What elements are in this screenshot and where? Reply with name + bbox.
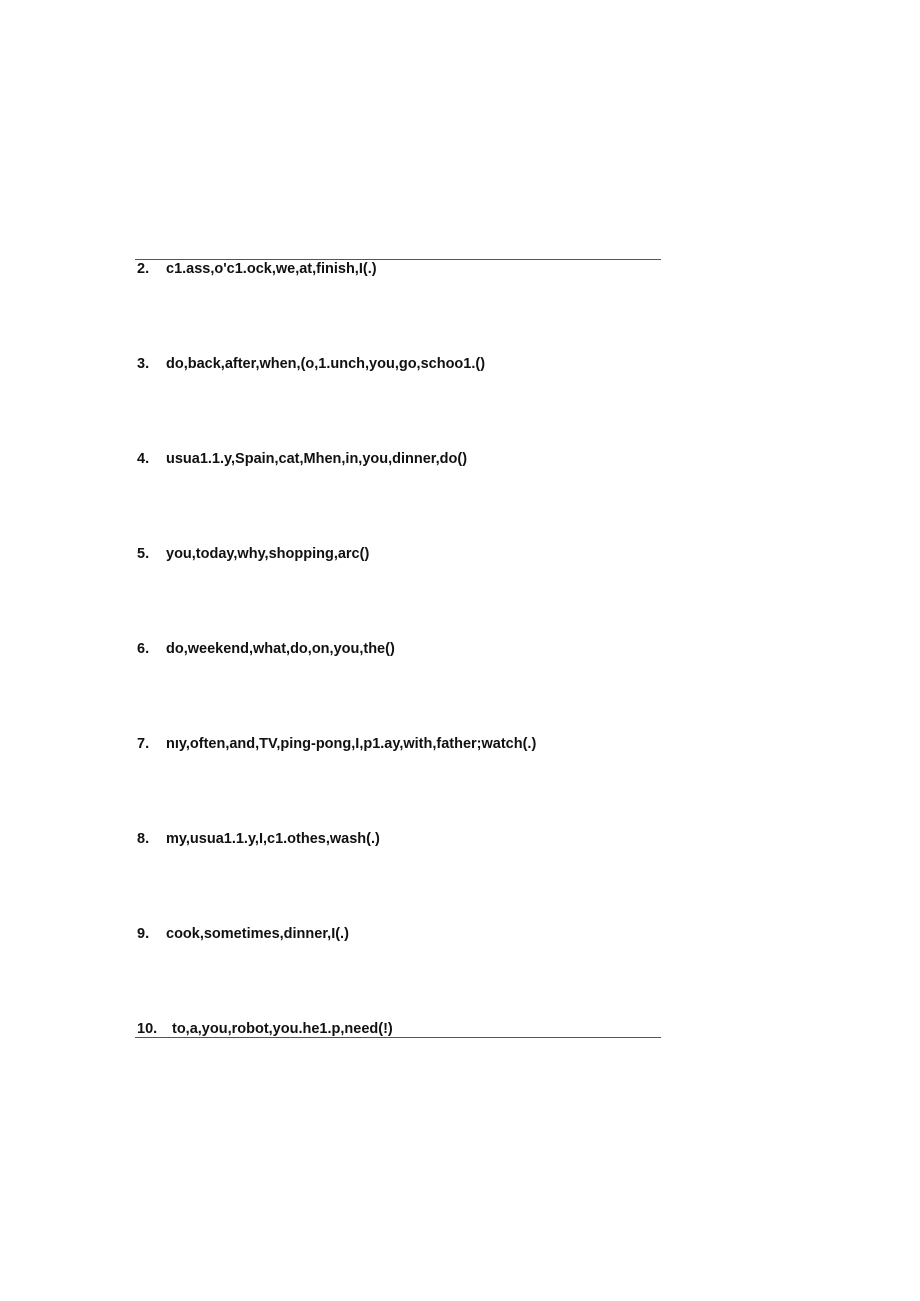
item-number: 7. xyxy=(137,736,150,752)
item-text: to,a,you,robot,you.he1.p,need(!) xyxy=(172,1021,393,1037)
item-number: 9. xyxy=(137,926,150,942)
item-text: usua1.1.y,Spain,cat,Mhen,in,you,dinner,do() xyxy=(166,451,468,467)
item-text: you,today,why,shopping,arc() xyxy=(166,546,370,562)
item-text: my,usua1.1.y,I,c1.othes,wash(.) xyxy=(166,831,380,847)
item-number: 5. xyxy=(137,546,150,562)
exercise-item-8 xyxy=(137,830,380,848)
item-number: 6. xyxy=(137,641,150,657)
exercise-item-3 xyxy=(137,355,485,373)
item-number: 8. xyxy=(137,831,150,847)
item-text: cook,sometimes,dinner,I(.) xyxy=(166,926,349,942)
item-text: nıy,often,and,TV,ping-pong,I,p1.ay,with,father;watch(.) xyxy=(166,736,537,752)
exercise-item-7 xyxy=(137,735,536,753)
exercise-item-5 xyxy=(137,545,369,563)
exercise-item-10 xyxy=(137,1020,393,1038)
item-number: 4. xyxy=(137,451,150,467)
bottom-rule xyxy=(135,1037,661,1038)
item-number: 10. xyxy=(137,1021,158,1037)
exercise-item-6 xyxy=(137,640,395,658)
exercise-item-9 xyxy=(137,925,349,943)
exercise-item-2 xyxy=(137,260,377,278)
item-text: c1.ass,o'c1.ock,we,at,finish,I(.) xyxy=(166,261,377,277)
item-text: do,weekend,what,do,on,you,the() xyxy=(166,641,395,657)
item-number: 3. xyxy=(137,356,150,372)
item-number: 2. xyxy=(137,261,150,277)
item-text: do,back,after,when,(o,1.unch,you,go,schoo1.() xyxy=(166,356,486,372)
exercise-item-4 xyxy=(137,450,467,468)
